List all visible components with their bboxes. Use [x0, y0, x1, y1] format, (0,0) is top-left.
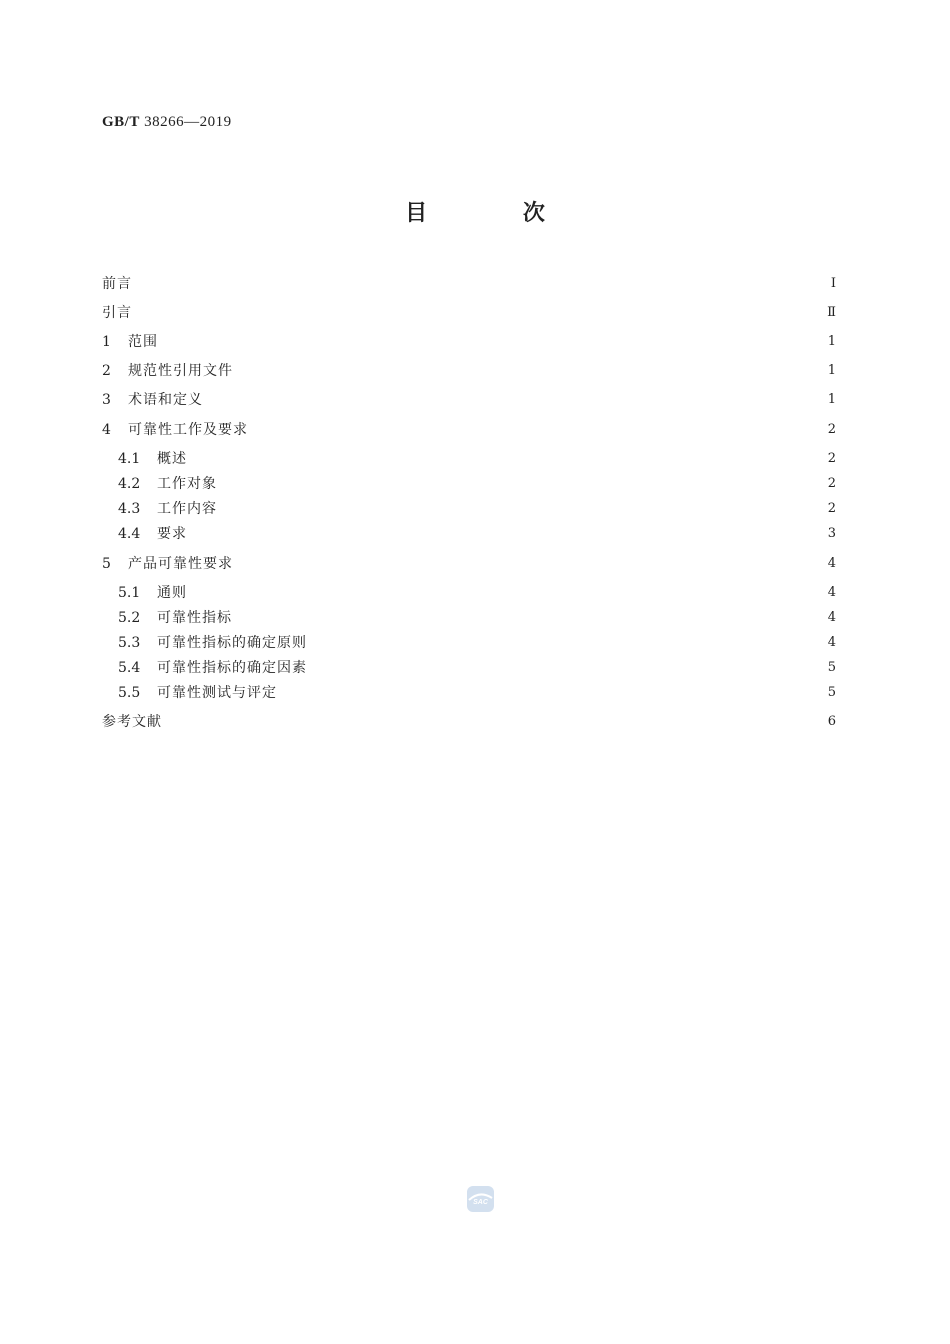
toc-entry-number: 5.5 — [118, 685, 141, 701]
toc-entry-label: 前言 — [102, 276, 132, 292]
toc-entry-label: 可靠性指标的确定原则 — [157, 635, 307, 651]
toc-entry[interactable] — [102, 331, 836, 353]
toc-entry-number: 5.2 — [118, 610, 141, 626]
toc-entry[interactable] — [118, 448, 836, 470]
toc-entry[interactable] — [118, 523, 836, 545]
toc-dot-leader — [223, 498, 822, 520]
toc-entry-label: 术语和定义 — [128, 392, 203, 408]
toc-dot-leader — [193, 448, 822, 470]
toc-entry-number: 4 — [102, 422, 111, 438]
toc-entry-number: 4.3 — [118, 501, 141, 517]
toc-entry-label: 参考文献 — [102, 714, 162, 730]
toc-dot-leader — [239, 360, 822, 382]
toc-entry-number: 5.1 — [118, 585, 141, 601]
toc-entry-page: Ⅰ — [830, 276, 836, 291]
toc-entry-number: 4.2 — [118, 476, 141, 492]
toc-entry-label: 可靠性指标的确定因素 — [157, 660, 307, 676]
toc-entry-label: 产品可靠性要求 — [128, 556, 233, 572]
toc-entry-number: 5 — [102, 556, 111, 572]
toc-entry-page: 1 — [827, 334, 836, 349]
toc-entry-page: 2 — [827, 476, 836, 491]
toc-entry[interactable] — [118, 682, 836, 704]
toc-entry-page: 4 — [827, 635, 836, 650]
toc-entry-number: 1 — [102, 334, 111, 350]
toc-dot-leader — [238, 607, 822, 629]
toc-entry[interactable] — [118, 498, 836, 520]
toc-dot-leader — [283, 682, 822, 704]
toc-entry[interactable] — [102, 553, 836, 575]
toc-entry-page: 2 — [827, 501, 836, 516]
toc-dot-leader — [254, 419, 822, 441]
toc-entry-number: 2 — [102, 363, 111, 379]
toc-entry-number: 4.1 — [118, 451, 141, 467]
svg-text:SAC: SAC — [473, 1199, 488, 1206]
toc-entry[interactable] — [102, 389, 836, 411]
toc-entry[interactable] — [102, 302, 836, 324]
toc-title: 目 次 — [405, 201, 589, 226]
toc-entry-number: 5.4 — [118, 660, 141, 676]
toc-entry[interactable] — [102, 273, 836, 295]
toc-dot-leader — [239, 553, 822, 575]
toc-entry-page: Ⅱ — [827, 305, 836, 320]
toc-entry-label: 引言 — [102, 305, 132, 321]
toc-entry[interactable] — [102, 419, 836, 441]
toc-entry[interactable] — [118, 657, 836, 679]
toc-entry-page: 4 — [827, 556, 836, 571]
toc-dot-leader — [209, 389, 822, 411]
toc-dot-leader — [193, 582, 822, 604]
standard-prefix: GB/T — [102, 114, 140, 130]
toc-entry[interactable] — [118, 473, 836, 495]
standard-number: 38266—2019 — [144, 114, 232, 130]
toc-entry-page: 6 — [827, 714, 836, 729]
toc-dot-leader — [193, 523, 822, 545]
toc-entry-label: 范围 — [128, 334, 158, 350]
sac-logo — [467, 1186, 494, 1212]
toc-entry-label: 可靠性工作及要求 — [128, 422, 248, 438]
toc-entry-page: 1 — [827, 363, 836, 378]
toc-entry-page: 3 — [827, 526, 836, 541]
toc-dot-leader — [168, 711, 822, 733]
toc-dot-leader — [164, 331, 822, 353]
toc-entry[interactable] — [118, 607, 836, 629]
toc-entry[interactable] — [102, 360, 836, 382]
toc-dot-leader — [138, 273, 822, 295]
toc-entry-number: 4.4 — [118, 526, 141, 542]
toc-entry-page: 4 — [827, 610, 836, 625]
toc-dot-leader — [138, 302, 821, 324]
toc-entry-label: 工作内容 — [157, 501, 217, 517]
toc-dot-leader — [223, 473, 822, 495]
toc-entry-label: 通则 — [157, 585, 187, 601]
toc-entry-label: 规范性引用文件 — [128, 363, 233, 379]
toc-entry-label: 可靠性测试与评定 — [157, 685, 277, 701]
toc-entry-number: 5.3 — [118, 635, 141, 651]
toc-entry-page: 2 — [827, 451, 836, 466]
toc-entry-label: 要求 — [157, 526, 187, 542]
toc-entry-page: 4 — [827, 585, 836, 600]
toc-entry-page: 5 — [827, 685, 836, 700]
toc-entry-label: 工作对象 — [157, 476, 217, 492]
toc-dot-leader — [313, 657, 822, 679]
toc-entry-page: 2 — [827, 422, 836, 437]
toc-entry-label: 可靠性指标 — [157, 610, 232, 626]
toc-entry[interactable] — [118, 582, 836, 604]
standard-code — [102, 114, 232, 131]
toc-dot-leader — [313, 632, 822, 654]
toc-entry[interactable] — [118, 632, 836, 654]
toc-entry-page: 5 — [827, 660, 836, 675]
toc-entry[interactable] — [102, 711, 836, 733]
toc-entry-label: 概述 — [157, 451, 187, 467]
toc-entry-number: 3 — [102, 392, 111, 408]
toc-entry-page: 1 — [827, 392, 836, 407]
